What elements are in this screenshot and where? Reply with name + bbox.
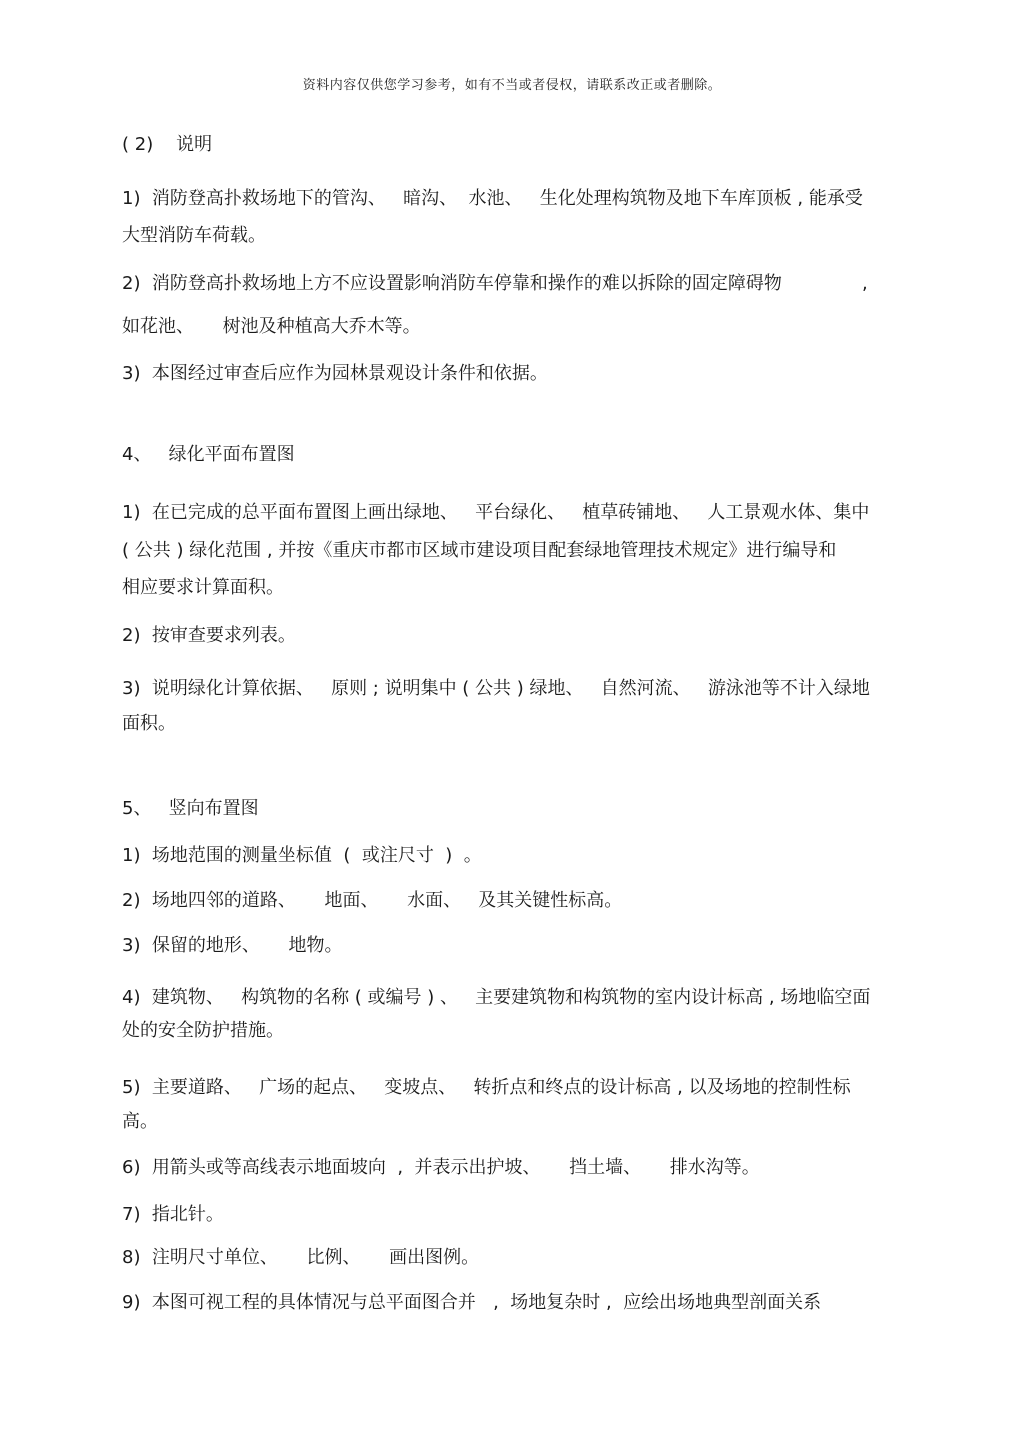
list-item-line: 面积。 xyxy=(122,713,176,734)
list-item-line: 2) 按审查要求列表。 xyxy=(122,625,296,646)
list-item-line: 1) 场地范围的测量坐标值 ( 或注尺寸 ) 。 xyxy=(122,845,482,866)
list-item-line: 4) 建筑物、 构筑物的名称 ( 或编号 ) 、 主要建筑物和构筑物的室内设计标高 , 场地临空面 xyxy=(122,987,871,1008)
header-disclaimer: 资料内容仅供您学习参考，如有不当或者侵权，请联系改正或者删除。 xyxy=(302,78,722,93)
list-item-line: 5) 主要道路、 广场的起点、 变坡点、 转折点和终点的设计标高 , 以及场地的控制性标 xyxy=(122,1077,851,1098)
list-item-line: 1) 消防登高扑救场地下的管沟、 暗沟、 水池、 生化处理构筑物及地下车库顶板 , 能承受 xyxy=(122,188,863,209)
list-item-line: 9) 本图可视工程的具体情况与总平面图合并 , 场地复杂时 , 应绘出场地典型剖面关系 xyxy=(122,1292,822,1313)
section-heading-5: 5、 竖向布置图 xyxy=(122,798,259,819)
list-item-line: 大型消防车荷载。 xyxy=(122,225,266,246)
list-item-line: 相应要求计算面积。 xyxy=(122,577,284,598)
list-item-line: 8) 注明尺寸单位、 比例、 画出图例。 xyxy=(122,1247,480,1268)
list-item-line: 6) 用箭头或等高线表示地面坡向 , 并表示出护坡、 挡土墙、 排水沟等。 xyxy=(122,1157,760,1178)
list-item-line: 3) 说明绿化计算依据、 原则 ; 说明集中 ( 公共 ) 绿地、 自然河流、 游泳池等不计入绿地 xyxy=(122,678,870,699)
list-item-line: 2) 场地四邻的道路、 地面、 水面、 及其关键性标高。 xyxy=(122,890,623,911)
list-item-line: 1) 在已完成的总平面布置图上画出绿地、 平台绿化、 植草砖铺地、 人工景观水体、集中 xyxy=(122,502,870,523)
list-item-line: 如花池、 树池及种植高大乔木等。 xyxy=(122,316,421,337)
list-item-line: 处的安全防护措施。 xyxy=(122,1020,284,1041)
list-item-line: 3) 本图经过审查后应作为园林景观设计条件和依据。 xyxy=(122,363,548,384)
list-item-line: 高。 xyxy=(122,1111,158,1132)
section-heading-2: ( 2) 说明 xyxy=(122,134,213,155)
list-item-line: ( 公共 ) 绿化范围 , 并按《重庆市都市区域市建设项目配套绿地管理技术规定》进行编导和 xyxy=(122,540,837,561)
list-item-line: 3) 保留的地形、 地物。 xyxy=(122,935,343,956)
section-heading-4: 4、 绿化平面布置图 xyxy=(122,444,295,465)
list-item-line: 7) 指北针。 xyxy=(122,1204,224,1225)
list-item-line: 2) 消防登高扑救场地上方不应设置影响消防车停靠和操作的难以拆除的固定障碍物 , xyxy=(122,273,868,294)
